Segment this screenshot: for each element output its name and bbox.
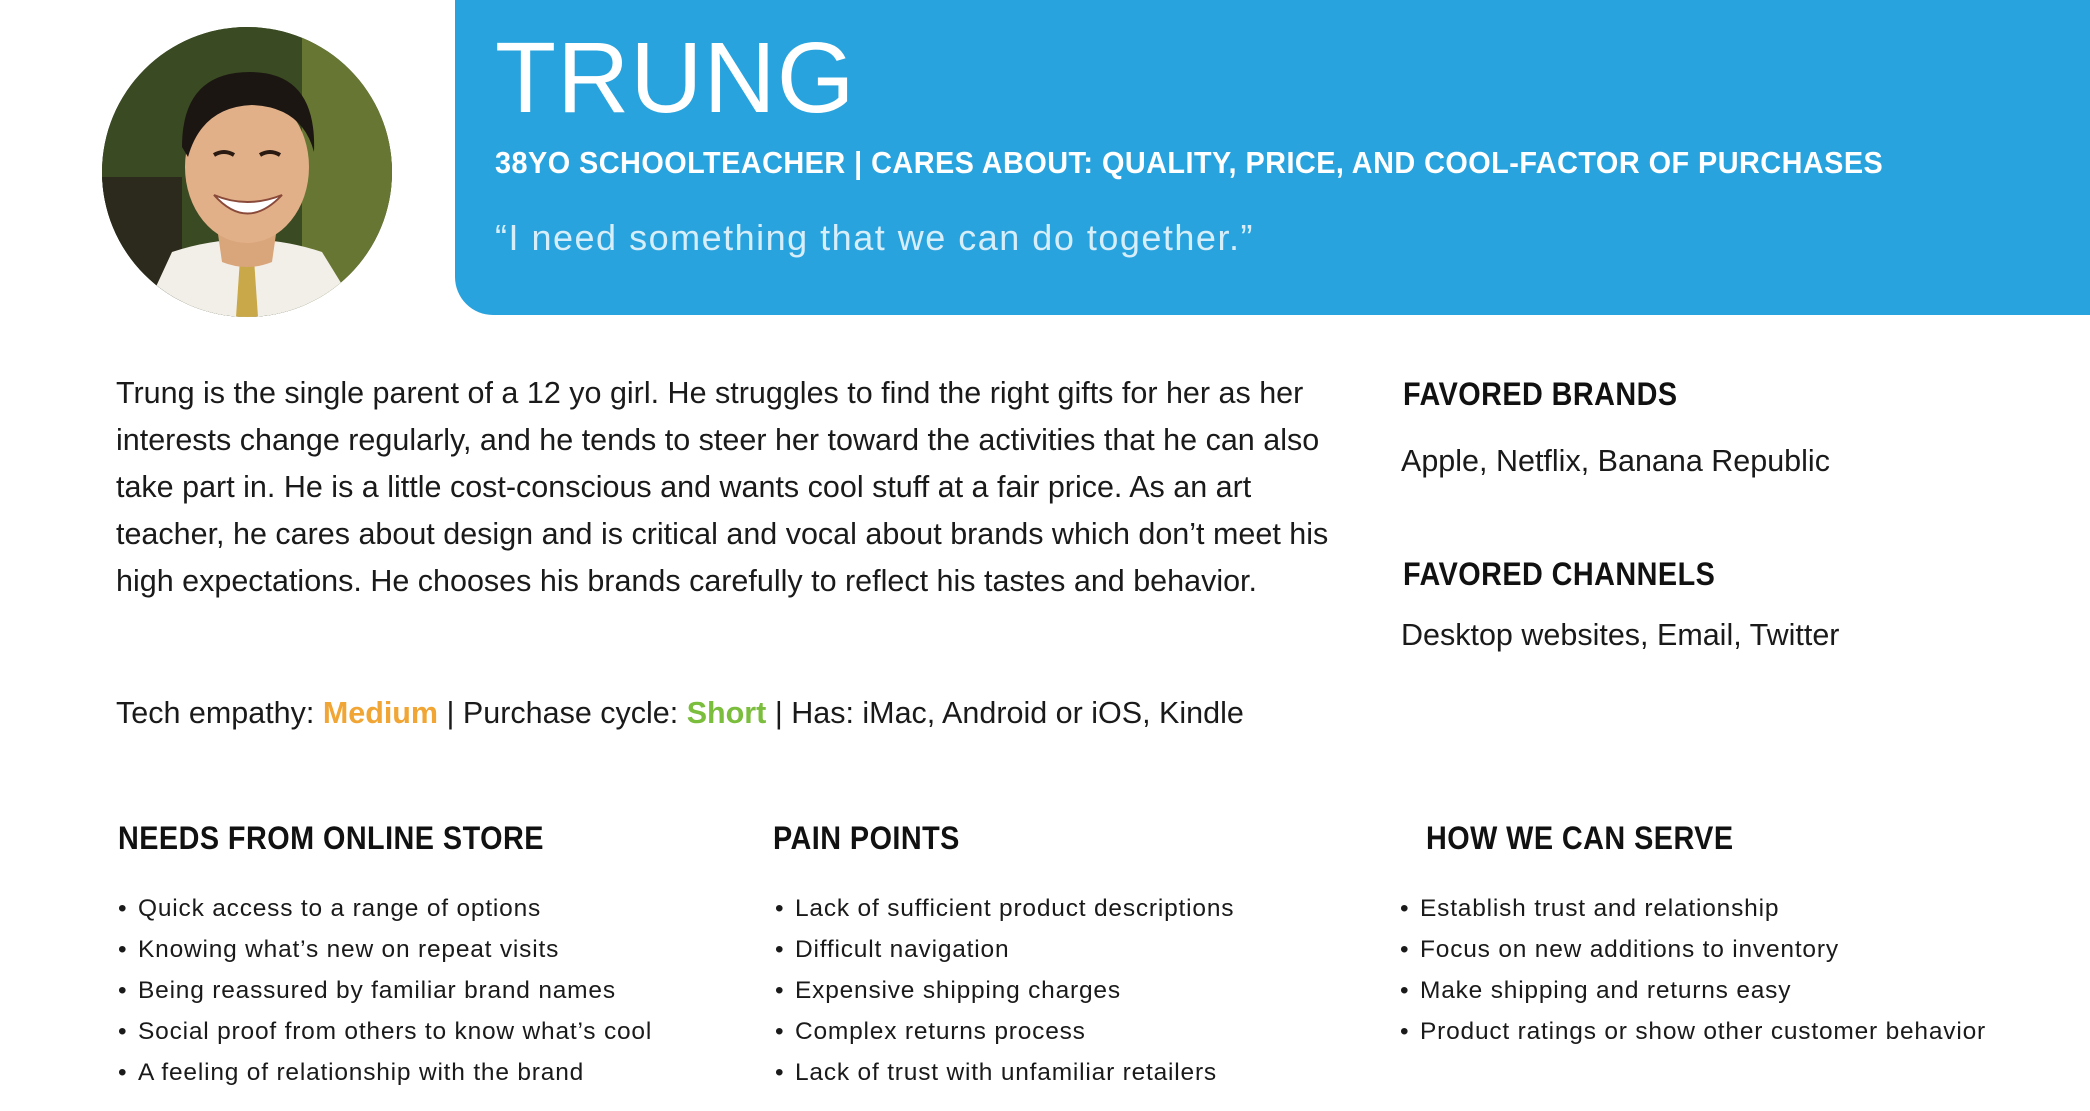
list-item: • Social proof from others to know what’s cool xyxy=(118,1011,652,1052)
avatar xyxy=(102,27,392,317)
list-item: • Focus on new additions to inventory xyxy=(1400,929,1986,970)
favored-brands-text: Apple, Netflix, Banana Republic xyxy=(1401,444,1830,478)
list-item: • Establish trust and relationship xyxy=(1400,888,1986,929)
tech-empathy-value: Medium xyxy=(322,696,439,730)
serve-heading: HOW WE CAN SERVE xyxy=(1426,820,1734,856)
purchase-cycle-label: | Purchase cycle: xyxy=(438,696,687,730)
list-item: • Expensive shipping charges xyxy=(775,970,1234,1011)
persona-quote: “I need something that we can do together.” xyxy=(495,217,1254,258)
purchase-cycle-value: Short xyxy=(686,696,767,730)
list-item: • Make shipping and returns easy xyxy=(1400,970,1986,1011)
persona-bio: Trung is the single parent of a 12 yo girl. He struggles to find the right gifts for her as her interests change regularly, and he tends to steer her toward the activities that he can also take part in. He is a little cost-conscious and wants cool stuff at a fair price. As an art teacher, he cares about design and is critical and vocal about brands which don’t meet his high expectations. He chooses his brands carefully to reflect his tastes and behavior. xyxy=(116,376,1329,598)
list-item: • Difficult navigation xyxy=(775,929,1234,970)
favored-channels-text: Desktop websites, Email, Twitter xyxy=(1401,618,1840,652)
list-item: • Being reassured by familiar brand names xyxy=(118,970,652,1011)
devices-label: | Has: iMac, Android or iOS, Kindle xyxy=(766,696,1244,730)
needs-list xyxy=(118,888,652,1093)
pain-points-heading: PAIN POINTS xyxy=(773,820,960,856)
persona-name: TRUNG xyxy=(495,22,856,134)
list-item: • Lack of sufficient product descriptions xyxy=(775,888,1234,929)
persona-photo-icon xyxy=(102,27,392,317)
favored-brands-heading: FAVORED BRANDS xyxy=(1403,376,1678,412)
favored-channels-heading: FAVORED CHANNELS xyxy=(1403,556,1716,592)
persona-subtitle: 38YO SCHOOLTEACHER | CARES ABOUT: QUALITY, PRICE, AND COOL-FACTOR OF PURCHASES xyxy=(495,145,1884,180)
list-item: • Knowing what’s new on repeat visits xyxy=(118,929,652,970)
serve-list xyxy=(1400,888,1986,1052)
tech-empathy-label: Tech empathy: xyxy=(116,696,323,730)
header-banner xyxy=(455,0,2090,315)
list-item: • Quick access to a range of options xyxy=(118,888,652,929)
list-item: • Lack of trust with unfamiliar retailers xyxy=(775,1052,1234,1093)
tech-summary xyxy=(116,693,1244,733)
pain-points-list xyxy=(775,888,1234,1093)
list-item: • A feeling of relationship with the brand xyxy=(118,1052,652,1093)
needs-heading: NEEDS FROM ONLINE STORE xyxy=(118,820,544,856)
list-item: • Complex returns process xyxy=(775,1011,1234,1052)
list-item: • Product ratings or show other customer behavior xyxy=(1400,1011,1986,1052)
